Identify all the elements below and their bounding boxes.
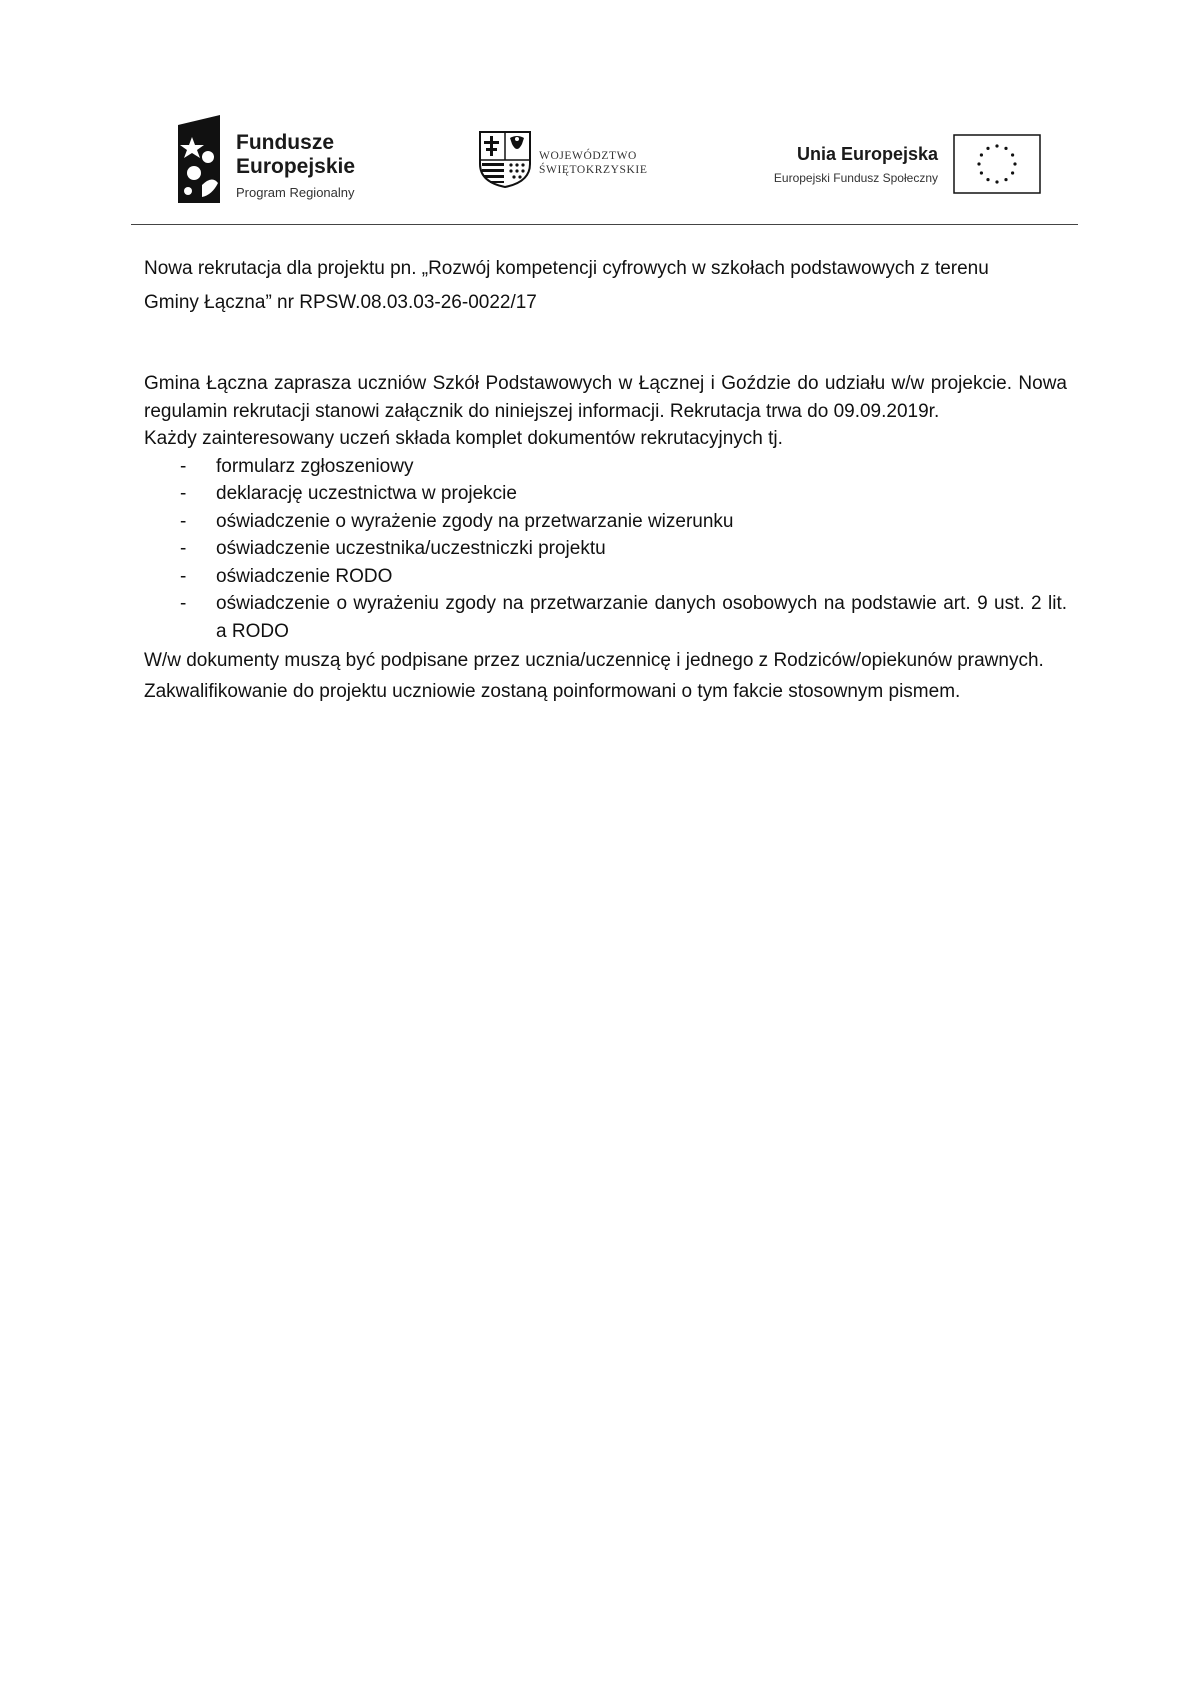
- list-item-text: formularz zgłoszeniowy: [216, 455, 414, 477]
- list-item: [144, 535, 1067, 563]
- list-item: [144, 480, 1067, 508]
- list-item: [144, 453, 1067, 481]
- list-item: [144, 563, 1067, 591]
- intro-paragraph: Gmina Łączna zaprasza uczniów Szkół Podstawowych w Łącznej i Goździe do udziału w/w projekcie. Nowa regulamin rekrutacji stanowi załącznik do niniejszej informacji. Rekrutacja trwa do 09.09.2019r.: [144, 373, 1067, 422]
- list-dash: -: [180, 510, 187, 532]
- fe-logo-line3: Program Regionalny: [236, 185, 355, 200]
- document-title-line1: Nowa rekrutacja dla projektu pn. „Rozwój kompetencji cyfrowych w szkołach podstawowych z terenu: [144, 258, 989, 279]
- list-item-text: oświadczenie uczestnika/uczestniczki projektu: [216, 538, 606, 559]
- list-item: [144, 590, 1067, 645]
- logo-bar: [0, 105, 1200, 205]
- coat-of-arms-icon: [478, 130, 532, 188]
- sw-logo-line1: WOJEWÓDZTWO: [539, 150, 637, 162]
- required-documents-list: [144, 453, 1067, 646]
- fe-logo-line2: Europejskie: [236, 155, 356, 178]
- list-dash: -: [180, 483, 187, 504]
- document-title-line2: Gminy Łączna” nr RPSW.08.03.03-26-0022/17: [144, 292, 537, 313]
- header-divider: [131, 224, 1078, 225]
- list-dash: -: [180, 593, 187, 614]
- closing-paragraph: Zakwalifikowanie do projektu uczniowie zostaną poinformowani o tym fakcie stosownym pismem.: [144, 681, 961, 702]
- list-dash: -: [180, 565, 187, 587]
- wojewodztwo-swietokrzyskie-logo: [478, 130, 678, 190]
- list-item-text: oświadczenie RODO: [216, 565, 393, 587]
- list-dash: -: [180, 538, 187, 559]
- fe-logo-line1: Fundusze: [236, 131, 334, 154]
- unia-europejska-logo: [750, 130, 1050, 192]
- list-item-text: oświadczenie o wyrażeniu zgody na przetwarzanie danych osobowych na podstawie art. 9 ust. 2 lit. a RODO: [216, 593, 1067, 642]
- list-item-text: oświadczenie o wyrażenie zgody na przetwarzanie wizerunku: [216, 510, 734, 532]
- eu-flag-icon: [953, 134, 1041, 194]
- fundusze-europejskie-emblem-icon: [178, 115, 230, 203]
- list-dash: -: [180, 455, 187, 477]
- list-item: [144, 508, 1067, 536]
- signature-note: W/w dokumenty muszą być podpisane przez ucznia/uczennicę i jednego z Rodziców/opiekunów prawnych.: [144, 650, 1044, 671]
- list-intro: Każdy zainteresowany uczeń składa komplet dokumentów rekrutacyjnych tj.: [144, 428, 783, 449]
- document-body: [144, 252, 1067, 707]
- list-item-text: deklarację uczestnictwa w projekcie: [216, 483, 517, 504]
- sw-logo-line2: ŚWIĘTOKRZYSKIE: [539, 164, 648, 176]
- ue-logo-line2: Europejski Fundusz Społeczny: [773, 171, 938, 185]
- ue-logo-line1: Unia Europejska: [796, 144, 938, 164]
- fundusze-europejskie-logo: [178, 115, 398, 205]
